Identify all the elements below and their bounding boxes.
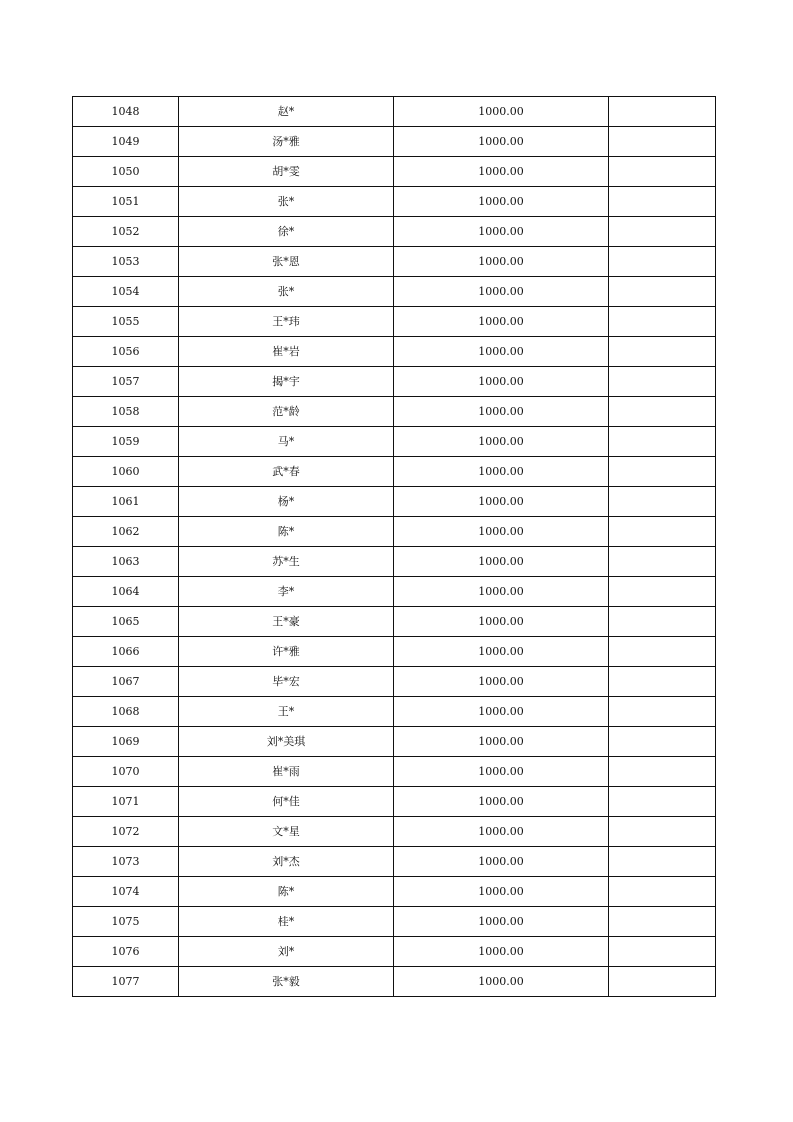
note-cell	[609, 757, 716, 787]
name-cell: 范*龄	[179, 397, 394, 427]
amount-cell: 1000.00	[394, 247, 609, 277]
note-cell	[609, 127, 716, 157]
table-row	[73, 187, 716, 217]
table-row	[73, 637, 716, 667]
name-cell: 张*	[179, 277, 394, 307]
amount-cell: 1000.00	[394, 967, 609, 997]
row-number-cell: 1071	[73, 787, 179, 817]
note-cell	[609, 847, 716, 877]
table-row	[73, 877, 716, 907]
name-cell: 刘*	[179, 937, 394, 967]
table-row	[73, 217, 716, 247]
row-number-cell: 1059	[73, 427, 179, 457]
row-number-cell: 1050	[73, 157, 179, 187]
amount-cell: 1000.00	[394, 307, 609, 337]
amount-cell: 1000.00	[394, 487, 609, 517]
table-row	[73, 157, 716, 187]
table-row	[73, 697, 716, 727]
table-body	[73, 97, 716, 997]
table-row	[73, 397, 716, 427]
table-row	[73, 337, 716, 367]
amount-cell: 1000.00	[394, 757, 609, 787]
amount-cell: 1000.00	[394, 697, 609, 727]
note-cell	[609, 877, 716, 907]
row-number-cell: 1074	[73, 877, 179, 907]
amount-cell: 1000.00	[394, 907, 609, 937]
name-cell: 王*玮	[179, 307, 394, 337]
amount-cell: 1000.00	[394, 637, 609, 667]
amount-cell: 1000.00	[394, 577, 609, 607]
name-cell: 桂*	[179, 907, 394, 937]
name-cell: 张*毅	[179, 967, 394, 997]
table-row	[73, 427, 716, 457]
note-cell	[609, 967, 716, 997]
table-row	[73, 577, 716, 607]
row-number-cell: 1070	[73, 757, 179, 787]
name-cell: 崔*岩	[179, 337, 394, 367]
table-row	[73, 277, 716, 307]
amount-cell: 1000.00	[394, 787, 609, 817]
table-row	[73, 487, 716, 517]
note-cell	[609, 427, 716, 457]
table-row	[73, 127, 716, 157]
row-number-cell: 1056	[73, 337, 179, 367]
note-cell	[609, 817, 716, 847]
amount-cell: 1000.00	[394, 547, 609, 577]
note-cell	[609, 907, 716, 937]
row-number-cell: 1063	[73, 547, 179, 577]
note-cell	[609, 337, 716, 367]
note-cell	[609, 157, 716, 187]
name-cell: 刘*美琪	[179, 727, 394, 757]
table-row	[73, 907, 716, 937]
table-row	[73, 817, 716, 847]
amount-cell: 1000.00	[394, 667, 609, 697]
table-row	[73, 967, 716, 997]
note-cell	[609, 937, 716, 967]
name-cell: 王*豪	[179, 607, 394, 637]
note-cell	[609, 307, 716, 337]
amount-cell: 1000.00	[394, 607, 609, 637]
amount-cell: 1000.00	[394, 877, 609, 907]
name-cell: 胡*雯	[179, 157, 394, 187]
name-cell: 杨*	[179, 487, 394, 517]
name-cell: 徐*	[179, 217, 394, 247]
name-cell: 陈*	[179, 877, 394, 907]
name-cell: 崔*雨	[179, 757, 394, 787]
note-cell	[609, 457, 716, 487]
note-cell	[609, 577, 716, 607]
note-cell	[609, 637, 716, 667]
amount-cell: 1000.00	[394, 457, 609, 487]
name-cell: 王*	[179, 697, 394, 727]
table-row	[73, 937, 716, 967]
name-cell: 武*春	[179, 457, 394, 487]
note-cell	[609, 547, 716, 577]
amount-cell: 1000.00	[394, 127, 609, 157]
note-cell	[609, 727, 716, 757]
row-number-cell: 1053	[73, 247, 179, 277]
name-cell: 张*	[179, 187, 394, 217]
name-cell: 文*星	[179, 817, 394, 847]
recipient-table	[72, 96, 716, 997]
row-number-cell: 1048	[73, 97, 179, 127]
note-cell	[609, 787, 716, 817]
row-number-cell: 1076	[73, 937, 179, 967]
row-number-cell: 1073	[73, 847, 179, 877]
name-cell: 赵*	[179, 97, 394, 127]
table-row	[73, 547, 716, 577]
amount-cell: 1000.00	[394, 727, 609, 757]
name-cell: 汤*雅	[179, 127, 394, 157]
amount-cell: 1000.00	[394, 367, 609, 397]
note-cell	[609, 397, 716, 427]
row-number-cell: 1065	[73, 607, 179, 637]
amount-cell: 1000.00	[394, 337, 609, 367]
row-number-cell: 1055	[73, 307, 179, 337]
row-number-cell: 1051	[73, 187, 179, 217]
note-cell	[609, 247, 716, 277]
amount-cell: 1000.00	[394, 277, 609, 307]
row-number-cell: 1049	[73, 127, 179, 157]
name-cell: 马*	[179, 427, 394, 457]
row-number-cell: 1067	[73, 667, 179, 697]
row-number-cell: 1068	[73, 697, 179, 727]
amount-cell: 1000.00	[394, 517, 609, 547]
amount-cell: 1000.00	[394, 187, 609, 217]
note-cell	[609, 217, 716, 247]
row-number-cell: 1061	[73, 487, 179, 517]
table-row	[73, 247, 716, 277]
amount-cell: 1000.00	[394, 817, 609, 847]
table-row	[73, 307, 716, 337]
row-number-cell: 1069	[73, 727, 179, 757]
row-number-cell: 1052	[73, 217, 179, 247]
amount-cell: 1000.00	[394, 217, 609, 247]
table-row	[73, 667, 716, 697]
amount-cell: 1000.00	[394, 397, 609, 427]
row-number-cell: 1057	[73, 367, 179, 397]
name-cell: 许*雅	[179, 637, 394, 667]
table-row	[73, 97, 716, 127]
note-cell	[609, 187, 716, 217]
amount-cell: 1000.00	[394, 427, 609, 457]
row-number-cell: 1062	[73, 517, 179, 547]
row-number-cell: 1058	[73, 397, 179, 427]
row-number-cell: 1077	[73, 967, 179, 997]
note-cell	[609, 667, 716, 697]
table-row	[73, 457, 716, 487]
table-row	[73, 367, 716, 397]
table-row	[73, 847, 716, 877]
amount-cell: 1000.00	[394, 157, 609, 187]
name-cell: 陈*	[179, 517, 394, 547]
amount-cell: 1000.00	[394, 97, 609, 127]
table-row	[73, 787, 716, 817]
row-number-cell: 1060	[73, 457, 179, 487]
name-cell: 何*佳	[179, 787, 394, 817]
note-cell	[609, 367, 716, 397]
row-number-cell: 1064	[73, 577, 179, 607]
name-cell: 苏*生	[179, 547, 394, 577]
table-row	[73, 607, 716, 637]
note-cell	[609, 517, 716, 547]
note-cell	[609, 607, 716, 637]
row-number-cell: 1066	[73, 637, 179, 667]
name-cell: 张*恩	[179, 247, 394, 277]
name-cell: 毕*宏	[179, 667, 394, 697]
name-cell: 李*	[179, 577, 394, 607]
note-cell	[609, 487, 716, 517]
note-cell	[609, 697, 716, 727]
name-cell: 揭*宇	[179, 367, 394, 397]
amount-cell: 1000.00	[394, 847, 609, 877]
table-row	[73, 727, 716, 757]
row-number-cell: 1075	[73, 907, 179, 937]
row-number-cell: 1054	[73, 277, 179, 307]
note-cell	[609, 277, 716, 307]
row-number-cell: 1072	[73, 817, 179, 847]
amount-cell: 1000.00	[394, 937, 609, 967]
name-cell: 刘*杰	[179, 847, 394, 877]
table-row	[73, 757, 716, 787]
table-row	[73, 517, 716, 547]
note-cell	[609, 97, 716, 127]
